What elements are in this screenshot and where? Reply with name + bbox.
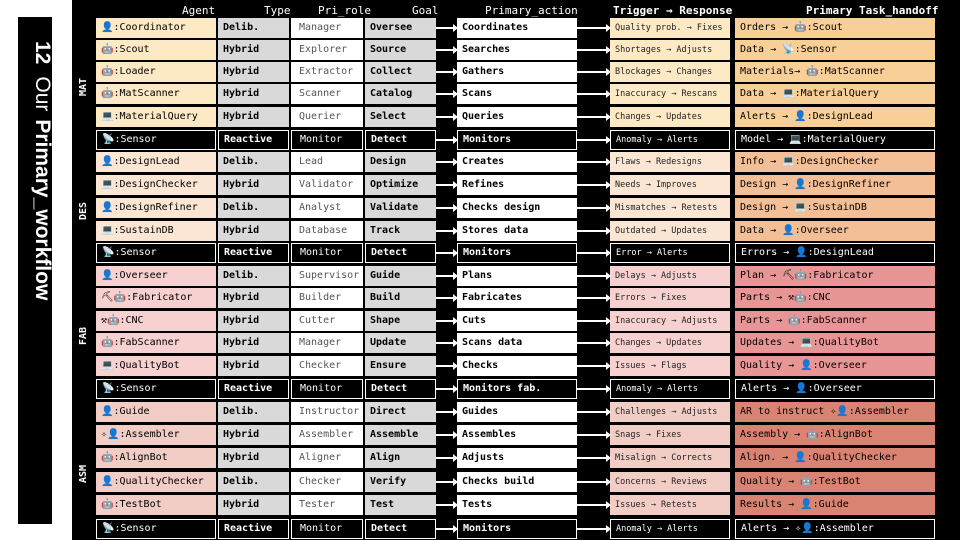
flow-arrow (577, 275, 610, 277)
trigger-cell: Delays → Adjusts (610, 266, 730, 286)
action-cell: Monitors (457, 130, 577, 150)
flow-arrow (577, 528, 610, 530)
action-cell: Tests (457, 495, 577, 515)
type-cell: Hybrid (218, 175, 289, 195)
role-cell: Manager (291, 18, 363, 38)
handoff-cell: Assembly → 🤖:AlignBot (735, 425, 935, 445)
flow-arrow (577, 161, 610, 163)
flow-arrow (436, 297, 457, 299)
role-cell: Tester (291, 495, 363, 515)
role-cell: Extractor (291, 62, 363, 82)
header-type: Type (264, 4, 291, 17)
handoff-cell: Parts → ⚒🤖:CNC (735, 288, 935, 308)
role-cell: Monitor (291, 379, 363, 399)
slide-number: 12 (31, 41, 54, 65)
flow-arrow (436, 207, 457, 209)
type-cell: Hybrid (218, 62, 289, 82)
role-cell: Manager (291, 333, 363, 353)
title-emphasis: Primary_workflow (31, 119, 54, 301)
trigger-cell: Flaws → Redesigns (610, 152, 730, 172)
flow-arrow (436, 434, 457, 436)
table-row (72, 221, 960, 241)
goal-cell: Guide (365, 266, 436, 286)
goal-cell: Shape (365, 311, 436, 331)
flow-arrow (436, 27, 457, 29)
header-role: Pri_role (318, 4, 371, 17)
role-cell: Monitor (291, 243, 363, 263)
flow-arrow (577, 27, 610, 29)
flow-arrow (436, 184, 457, 186)
flow-arrow (436, 230, 457, 232)
action-cell: Coordinates (457, 18, 577, 38)
type-cell: Hybrid (218, 84, 289, 104)
table-row (72, 77, 960, 104)
agent-cell: 🤖:Loader (96, 62, 216, 82)
type-cell: Hybrid (218, 448, 289, 468)
agent-cell: ⚒🤖:CNC (96, 311, 216, 331)
goal-cell: Detect (365, 379, 436, 399)
agent-cell: 🤖:AlignBot (96, 448, 216, 468)
agent-cell: 💻:QualityBot (96, 356, 216, 376)
role-cell: Scanner (291, 84, 363, 104)
flow-arrow (436, 71, 457, 73)
trigger-cell: Misalign → Corrects (610, 448, 730, 468)
table-row (72, 379, 960, 399)
agent-cell: 👤:DesignLead (96, 152, 216, 172)
action-cell: Checks design (457, 198, 577, 218)
goal-cell: Detect (365, 130, 436, 150)
flow-arrow (577, 342, 610, 344)
agent-cell: 🤖:MatScanner (96, 84, 216, 104)
agent-cell: ⛏🤖:Fabricator (96, 288, 216, 308)
handoff-cell: Updates → 💻:QualityBot (735, 333, 935, 353)
type-cell: Delib. (218, 472, 289, 492)
goal-cell: Build (365, 288, 436, 308)
action-cell: Scans data (457, 333, 577, 353)
goal-cell: Update (365, 333, 436, 353)
header-goal: Goal (412, 4, 439, 17)
handoff-cell: Quality → 👤:Overseer (735, 356, 935, 376)
agent-cell: 👤:Coordinator (96, 18, 216, 38)
agent-cell: 🤖:TestBot (96, 495, 216, 515)
trigger-cell: Anomaly → Alerts (610, 519, 730, 539)
goal-cell: Track (365, 221, 436, 241)
table-row (72, 356, 960, 376)
type-cell: Delib. (218, 266, 289, 286)
type-cell: Hybrid (218, 288, 289, 308)
table-row (72, 519, 960, 539)
handoff-cell: Alerts → ✧👤:Assembler (735, 519, 935, 539)
group-label: MAT (78, 77, 89, 96)
type-cell: Delib. (218, 402, 289, 422)
table-row (72, 62, 960, 82)
trigger-cell: Challenges → Adjusts (610, 402, 730, 422)
table-row (72, 40, 960, 60)
role-cell: Analyst (291, 198, 363, 218)
type-cell: Hybrid (218, 221, 289, 241)
agent-cell: 📡:Sensor (96, 379, 216, 399)
flow-arrow (577, 504, 610, 506)
goal-cell: Detect (365, 519, 436, 539)
agent-cell: 📡:Sensor (96, 130, 216, 150)
handoff-cell: Design → 👤:DesignRefiner (735, 175, 935, 195)
action-cell: Checks (457, 356, 577, 376)
flow-arrow (577, 230, 610, 232)
handoff-cell: Model → 💻:MaterialQuery (735, 130, 935, 150)
flow-arrow (436, 161, 457, 163)
flow-arrow (436, 504, 457, 506)
table-row (72, 464, 960, 492)
type-cell: Hybrid (218, 311, 289, 331)
role-cell: Checker (291, 472, 363, 492)
action-cell: Scans (457, 84, 577, 104)
trigger-cell: Error → Alerts (610, 243, 730, 263)
table-row (72, 425, 960, 445)
action-cell: Fabricates (457, 288, 577, 308)
flow-arrow (436, 320, 457, 322)
trigger-cell: Outdated → Updates (610, 221, 730, 241)
flow-arrow (577, 481, 610, 483)
type-cell: Reactive (218, 130, 289, 150)
agent-cell: ✧👤:Assembler (96, 425, 216, 445)
table-row (72, 130, 960, 150)
handoff-cell: Materials→ 🤖:MatScanner (735, 62, 935, 82)
flow-arrow (577, 320, 610, 322)
table-row (72, 448, 960, 468)
trigger-cell: Changes → Updates (610, 333, 730, 353)
flow-arrow (436, 528, 457, 530)
type-cell: Hybrid (218, 333, 289, 353)
trigger-cell: Inaccuracy → Adjusts (610, 311, 730, 331)
action-cell: Queries (457, 107, 577, 127)
trigger-cell: Changes → Updates (610, 107, 730, 127)
flow-arrow (436, 481, 457, 483)
flow-arrow (436, 388, 457, 390)
type-cell: Hybrid (218, 495, 289, 515)
handoff-cell: Parts → 🤖:FabScanner (735, 311, 935, 331)
flow-arrow (577, 297, 610, 299)
flow-arrow (436, 411, 457, 413)
trigger-cell: Blockages → Changes (610, 62, 730, 82)
header-agent: Agent (182, 4, 216, 17)
trigger-cell: Quality prob. → Fixes (610, 18, 730, 38)
role-cell: Aligner (291, 448, 363, 468)
action-cell: Stores data (457, 221, 577, 241)
type-cell: Hybrid (218, 40, 289, 60)
action-cell: Assembles (457, 425, 577, 445)
role-cell: Querier (291, 107, 363, 127)
trigger-cell: Needs → Improves (610, 175, 730, 195)
type-cell: Delib. (218, 198, 289, 218)
table-row (72, 198, 960, 218)
handoff-cell: Align. → 👤:QualityChecker (735, 448, 935, 468)
flow-arrow (436, 139, 457, 141)
goal-cell: Optimize (365, 175, 436, 195)
role-cell: Validator (291, 175, 363, 195)
handoff-cell: AR to instruct ✧👤:Assembler (735, 402, 935, 422)
table-row (72, 18, 960, 38)
goal-cell: Assemble (365, 425, 436, 445)
flow-arrow (577, 93, 610, 95)
action-cell: Guides (457, 402, 577, 422)
handoff-cell: Results → 👤:Guide (735, 495, 935, 515)
handoff-cell: Errors → 👤:DesignLead (735, 243, 935, 263)
trigger-cell: Issues → Flags (610, 356, 730, 376)
action-cell: Searches (457, 40, 577, 60)
action-cell: Creates (457, 152, 577, 172)
goal-cell: Oversee (365, 18, 436, 38)
agent-cell: 💻:DesignChecker (96, 175, 216, 195)
role-cell: Database (291, 221, 363, 241)
flow-arrow (577, 252, 610, 254)
slide-sidebar (18, 17, 52, 524)
action-cell: Monitors (457, 243, 577, 263)
table-row (72, 402, 960, 422)
action-cell: Monitors (457, 519, 577, 539)
trigger-cell: Inaccuracy → Rescans (610, 84, 730, 104)
handoff-cell: Plan → ⛏🤖:Fabricator (735, 266, 935, 286)
table-row (72, 326, 960, 353)
goal-cell: Align (365, 448, 436, 468)
type-cell: Delib. (218, 18, 289, 38)
agent-cell: 💻:MaterialQuery (96, 107, 216, 127)
agent-cell: 📡:Sensor (96, 519, 216, 539)
role-cell: Instructor (291, 402, 363, 422)
handoff-cell: Alerts → 👤:DesignLead (735, 107, 935, 127)
flow-arrow (577, 71, 610, 73)
flow-arrow (577, 184, 610, 186)
goal-cell: Ensure (365, 356, 436, 376)
action-cell: Refines (457, 175, 577, 195)
handoff-cell: Orders → 🤖:Scout (735, 18, 935, 38)
trigger-cell: Anomaly → Alerts (610, 379, 730, 399)
flow-arrow (577, 139, 610, 141)
table-row (72, 243, 960, 263)
flow-arrow (577, 388, 610, 390)
table-row (72, 175, 960, 195)
agent-cell: 📡:Sensor (96, 243, 216, 263)
role-cell: Assembler (291, 425, 363, 445)
role-cell: Supervisor (291, 266, 363, 286)
role-cell: Monitor (291, 130, 363, 150)
action-cell: Gathers (457, 62, 577, 82)
flow-arrow (436, 457, 457, 459)
group-label: ASM (78, 464, 89, 483)
slide-title (32, 41, 53, 300)
action-cell: Cuts (457, 311, 577, 331)
role-cell: Cutter (291, 311, 363, 331)
goal-cell: Direct (365, 402, 436, 422)
role-cell: Builder (291, 288, 363, 308)
agent-cell: 👤:Guide (96, 402, 216, 422)
action-cell: Plans (457, 266, 577, 286)
table-row (72, 495, 960, 515)
flow-arrow (436, 49, 457, 51)
title-prefix: Our (31, 76, 54, 112)
header-handoff: Primary Task_handoff (806, 4, 939, 17)
trigger-cell: Errors → Fixes (610, 288, 730, 308)
goal-cell: Validate (365, 198, 436, 218)
type-cell: Hybrid (218, 107, 289, 127)
handoff-cell: Design → 💻:SustainDB (735, 198, 935, 218)
type-cell: Delib. (218, 152, 289, 172)
workflow-table (72, 0, 960, 540)
agent-cell: 👤:Overseer (96, 266, 216, 286)
action-cell: Checks build (457, 472, 577, 492)
flow-arrow (436, 93, 457, 95)
agent-cell: 🤖:Scout (96, 40, 216, 60)
table-row (72, 266, 960, 286)
agent-cell: 👤:DesignRefiner (96, 198, 216, 218)
group-label: FAB (78, 326, 89, 345)
trigger-cell: Snags → Fixes (610, 425, 730, 445)
goal-cell: Test (365, 495, 436, 515)
role-cell: Checker (291, 356, 363, 376)
table-row (72, 288, 960, 308)
handoff-cell: Info → 💻:DesignChecker (735, 152, 935, 172)
goal-cell: Catalog (365, 84, 436, 104)
goal-cell: Verify (365, 472, 436, 492)
type-cell: Hybrid (218, 425, 289, 445)
trigger-cell: Mismatches → Retests (610, 198, 730, 218)
flow-arrow (436, 252, 457, 254)
type-cell: Reactive (218, 379, 289, 399)
handoff-cell: Quality → 🤖:TestBot (735, 472, 935, 492)
flow-arrow (436, 342, 457, 344)
header-action: Primary_action (485, 4, 578, 17)
agent-cell: 👤:QualityChecker (96, 472, 216, 492)
flow-arrow (577, 457, 610, 459)
agent-cell: 💻:SustainDB (96, 221, 216, 241)
header-trigger: Trigger → Response (613, 4, 733, 17)
trigger-cell: Concerns → Reviews (610, 472, 730, 492)
table-row (72, 107, 960, 127)
type-cell: Hybrid (218, 356, 289, 376)
handoff-cell: Alerts → 👤:Overseer (735, 379, 935, 399)
goal-cell: Collect (365, 62, 436, 82)
table-row (72, 311, 960, 331)
table-row (72, 152, 960, 172)
flow-arrow (577, 411, 610, 413)
goal-cell: Select (365, 107, 436, 127)
role-cell: Explorer (291, 40, 363, 60)
role-cell: Lead (291, 152, 363, 172)
action-cell: Monitors fab. (457, 379, 577, 399)
action-cell: Adjusts (457, 448, 577, 468)
flow-arrow (577, 434, 610, 436)
flow-arrow (436, 275, 457, 277)
flow-arrow (436, 116, 457, 118)
flow-arrow (577, 49, 610, 51)
type-cell: Reactive (218, 243, 289, 263)
goal-cell: Detect (365, 243, 436, 263)
agent-cell: 🤖:FabScanner (96, 333, 216, 353)
handoff-cell: Data → 👤:Overseer (735, 221, 935, 241)
handoff-cell: Data → 📡:Sensor (735, 40, 935, 60)
flow-arrow (577, 365, 610, 367)
flow-arrow (436, 365, 457, 367)
flow-arrow (577, 116, 610, 118)
role-cell: Monitor (291, 519, 363, 539)
goal-cell: Design (365, 152, 436, 172)
goal-cell: Source (365, 40, 436, 60)
trigger-cell: Issues → Retests (610, 495, 730, 515)
handoff-cell: Data → 💻:MaterialQuery (735, 84, 935, 104)
trigger-cell: Anomaly → Alerts (610, 130, 730, 150)
group-label: DES (78, 201, 89, 220)
trigger-cell: Shortages → Adjusts (610, 40, 730, 60)
flow-arrow (577, 207, 610, 209)
type-cell: Reactive (218, 519, 289, 539)
